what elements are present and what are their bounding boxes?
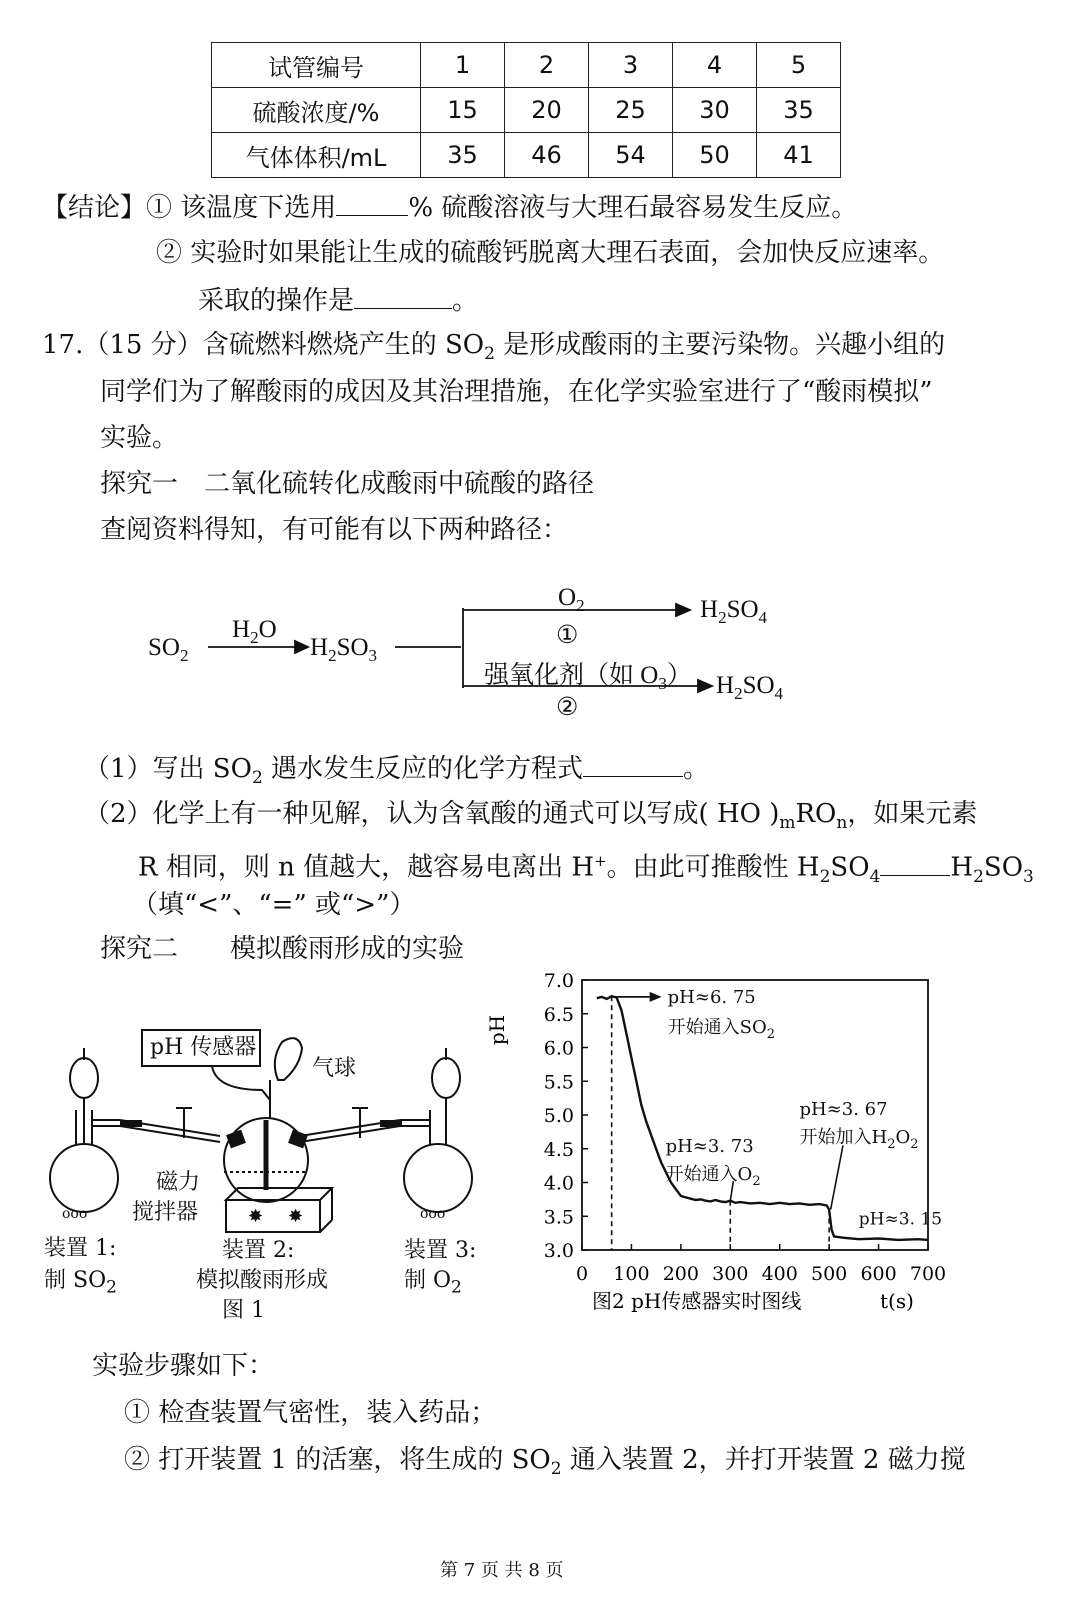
conclusion-text: 采取的操作是: [198, 286, 355, 316]
chart-caption: 图2 pH传感器实时图线: [592, 1289, 802, 1313]
formula-text: H: [700, 596, 719, 623]
annotation-ph-start: pH≈6. 75: [667, 986, 756, 1008]
subscript: 4: [774, 684, 784, 703]
subscript: 2: [550, 1459, 562, 1480]
arrow-head: [698, 680, 712, 692]
subscript: 2: [484, 344, 495, 365]
balloon-label: 气球: [312, 1056, 357, 1081]
table-cell: 15: [421, 88, 505, 133]
subscript: 3: [368, 646, 378, 665]
q1-text: （1）写出 SO: [84, 754, 252, 784]
q2-text: （2）化学上有一种见解，认为含氧酸的通式可以写成( HO ): [84, 799, 780, 829]
subscript: 2: [766, 1026, 776, 1042]
pathway-arrows: [0, 0, 1080, 740]
subscript: 3: [658, 674, 667, 693]
table-cell: 35: [757, 88, 841, 133]
ph-chart: [470, 960, 990, 1320]
funnel-1: [70, 1058, 98, 1098]
subscript: 2: [328, 646, 337, 665]
table-header-cell: 气体体积/mL: [212, 133, 421, 178]
table-cell: 41: [757, 133, 841, 178]
annotation-o2-start: 开始通入$O_2$: [665, 1164, 761, 1190]
y-tick-label: 4.0: [543, 1172, 574, 1195]
x-tick-label: 600: [860, 1263, 897, 1285]
conclusion-num-2: ②: [156, 238, 183, 268]
subscript: m: [779, 813, 796, 834]
formula-text: O: [558, 584, 577, 611]
subscript: 4: [869, 866, 881, 887]
y-tick-label: 6.0: [543, 1037, 574, 1060]
flask-1: [50, 1144, 118, 1212]
table-cell: 20: [505, 88, 589, 133]
subscript: 2: [451, 1277, 462, 1298]
q2-text: SO: [830, 852, 870, 883]
arrow-head: [295, 641, 308, 653]
table-cell: 30: [673, 88, 757, 133]
q1-text: 遇水发生反应的化学方程式: [262, 754, 584, 784]
q17-text: 是形成酸雨的主要污染物。兴趣小组的: [494, 330, 946, 360]
subscript: 4: [758, 608, 768, 627]
subscript: 3: [1023, 866, 1034, 887]
table-cell: 50: [673, 133, 757, 178]
formula-text: SO: [742, 672, 775, 699]
table-header-cell: 试管编号: [212, 43, 421, 88]
subscript: 2: [973, 866, 984, 887]
explore-2-title: 探究二 模拟酸雨形成的实验: [100, 934, 465, 964]
marble-chips-icon: ooo: [62, 1206, 88, 1222]
table-cell: 1: [421, 43, 505, 88]
q2-text: 。由此可推酸性 H: [606, 852, 820, 883]
x-tick-label: 400: [761, 1263, 798, 1285]
q2-text: SO: [983, 852, 1024, 883]
table-cell: 25: [589, 88, 673, 133]
formula-text: O: [258, 616, 277, 643]
subscript: 2: [576, 596, 585, 615]
sensor-wire: [212, 1066, 270, 1100]
flask-3: [404, 1144, 472, 1212]
subscript: 2: [734, 684, 743, 703]
annotation-arrow: [831, 1145, 843, 1209]
y-axis-label: pH: [485, 1014, 509, 1046]
formula-text: O: [895, 1127, 911, 1148]
step-2: [124, 1445, 966, 1484]
device-2-label: 装置 2:: [222, 1238, 295, 1263]
table-header-cell: 硫酸浓度/%: [212, 88, 421, 133]
answer-blank: [880, 851, 950, 876]
table-cell: 5: [757, 43, 841, 88]
stirrer-label-2: 搅拌器: [132, 1200, 199, 1225]
x-tick-label: 0: [575, 1263, 589, 1285]
figure-1-caption: 图 1: [222, 1298, 265, 1323]
sensor-label: pH 传感器: [150, 1035, 257, 1060]
info-line: 查阅资料得知，有可能有以下两种路径：: [100, 515, 569, 545]
explore-1-title: 探究一 二氧化硫转化成酸雨中硫酸的路径: [100, 469, 595, 499]
formula-text: SO: [336, 634, 369, 661]
steps-title: 实验步骤如下：: [92, 1351, 275, 1381]
device-1-desc: [44, 1266, 117, 1302]
subscript: 2: [106, 1277, 117, 1298]
formula-text: ）: [666, 662, 692, 689]
q17-line-3: 实验。: [100, 423, 179, 453]
x-tick-label: 500: [811, 1263, 848, 1285]
table-cell: 46: [505, 133, 589, 178]
stirrer-dot-icon: ✸: [248, 1206, 264, 1227]
x-tick-label: 100: [613, 1263, 650, 1285]
table-cell: 35: [421, 133, 505, 178]
q1-text: 。: [683, 754, 710, 784]
q2-line-3: （填“<”、“=” 或“>”）: [132, 890, 416, 920]
q2-text: RO: [795, 799, 837, 829]
conclusion-num-1: ①: [146, 193, 173, 223]
conclusion-text: % 硫酸溶液与大理石最容易发生反应。: [408, 193, 858, 223]
x-tick-label: 200: [662, 1263, 699, 1285]
annotation-so2-start: 开始通入$SO_2$: [667, 1016, 776, 1042]
q2-text: R 相同，则 n 值越大，越容易电离出 H: [138, 852, 595, 883]
subscript: 2: [179, 646, 189, 665]
device-3-label: 装置 3:: [404, 1238, 477, 1263]
stirrer-dot-icon: ✸: [288, 1206, 304, 1227]
annotation-ph-final: pH≈3. 15: [858, 1209, 943, 1230]
x-tick-label: 300: [712, 1263, 749, 1285]
subscript: 2: [251, 768, 263, 789]
subscript: 2: [752, 1174, 761, 1190]
x-tick-label: 700: [909, 1263, 947, 1285]
balloon: [275, 1038, 302, 1080]
formula-text: SO: [148, 634, 180, 661]
subscript: 2: [819, 866, 831, 887]
q2-text: ，如果元素: [847, 799, 978, 829]
subscript: n: [836, 813, 848, 834]
q1-line: [84, 752, 709, 793]
formula-text: H: [310, 634, 329, 661]
annotation-arrow-head: [650, 992, 662, 1002]
annotation-ph-o2: pH≈3. 73: [665, 1136, 754, 1158]
table-cell: 3: [589, 43, 673, 88]
device-1-label: 装置 1:: [44, 1236, 117, 1261]
stirrer-label-1: 磁力: [156, 1170, 201, 1195]
y-tick-label: 7.0: [543, 970, 574, 992]
table-cell: 2: [505, 43, 589, 88]
step-text: ② 打开装置 1 的活塞，将生成的 SO: [124, 1445, 551, 1475]
stirrer-front: [226, 1200, 320, 1232]
q2-line-2: [138, 846, 1034, 892]
conclusion-text: 实验时如果能让生成的硫酸钙脱离大理石表面，会加快反应速率。: [190, 238, 945, 268]
y-tick-label: 4.5: [543, 1138, 574, 1161]
q2-line-1: [84, 799, 977, 838]
device-2-desc: 模拟酸雨形成: [196, 1268, 329, 1293]
subscript: 2: [910, 1137, 919, 1152]
annotation-h2o2-start: 开始加入$H_2O_2$: [799, 1127, 919, 1152]
y-tick-label: 6.5: [543, 1003, 574, 1026]
y-tick-label: 5.5: [543, 1071, 574, 1094]
device-3-desc: [404, 1266, 462, 1302]
conclusion-tag: 【结论】: [42, 193, 147, 223]
x-axis-label: t(s): [880, 1289, 914, 1313]
q2-text: H: [950, 852, 974, 883]
formula-text: H: [232, 616, 251, 643]
route-1-label: ①: [556, 622, 579, 649]
conclusion-text: 该温度下选用: [180, 193, 337, 223]
q17-text: 17.（15 分）含硫燃料燃烧产生的 SO: [42, 330, 485, 360]
table-cell: 4: [673, 43, 757, 88]
subscript: 2: [250, 628, 259, 647]
formula-text: H: [716, 672, 735, 699]
y-tick-label: 3.5: [543, 1206, 574, 1229]
superscript: +: [594, 852, 607, 870]
step-text: 通入装置 2，并打开装置 2 磁力搅: [561, 1445, 966, 1475]
q17-line-2: 同学们为了解酸雨的成因及其治理措施，在化学实验室进行了“酸雨模拟”: [100, 377, 933, 407]
device-text: 制 SO: [44, 1268, 107, 1293]
conclusion-text: 。: [452, 286, 479, 316]
catalyst-icon: ooo: [420, 1206, 446, 1222]
arrow-head: [676, 604, 690, 616]
funnel-3: [432, 1058, 460, 1098]
step-1: ① 检查装置气密性，装入药品；: [124, 1398, 497, 1428]
page-footer: 第 7 页 共 8 页: [440, 1560, 564, 1581]
y-tick-label: 3.0: [543, 1240, 574, 1262]
y-tick-label: 5.0: [543, 1105, 574, 1127]
answer-blank: [583, 752, 683, 777]
formula-text: 强氧化剂（如 O: [484, 662, 659, 689]
device-text: 制 O: [404, 1268, 452, 1293]
route-2-label: ②: [556, 694, 579, 721]
subscript: 2: [887, 1137, 896, 1152]
formula-text: SO: [726, 596, 759, 623]
table-cell: 54: [589, 133, 673, 178]
annotation-ph-h2o2: pH≈3. 67: [799, 1099, 888, 1120]
subscript: 2: [718, 608, 727, 627]
